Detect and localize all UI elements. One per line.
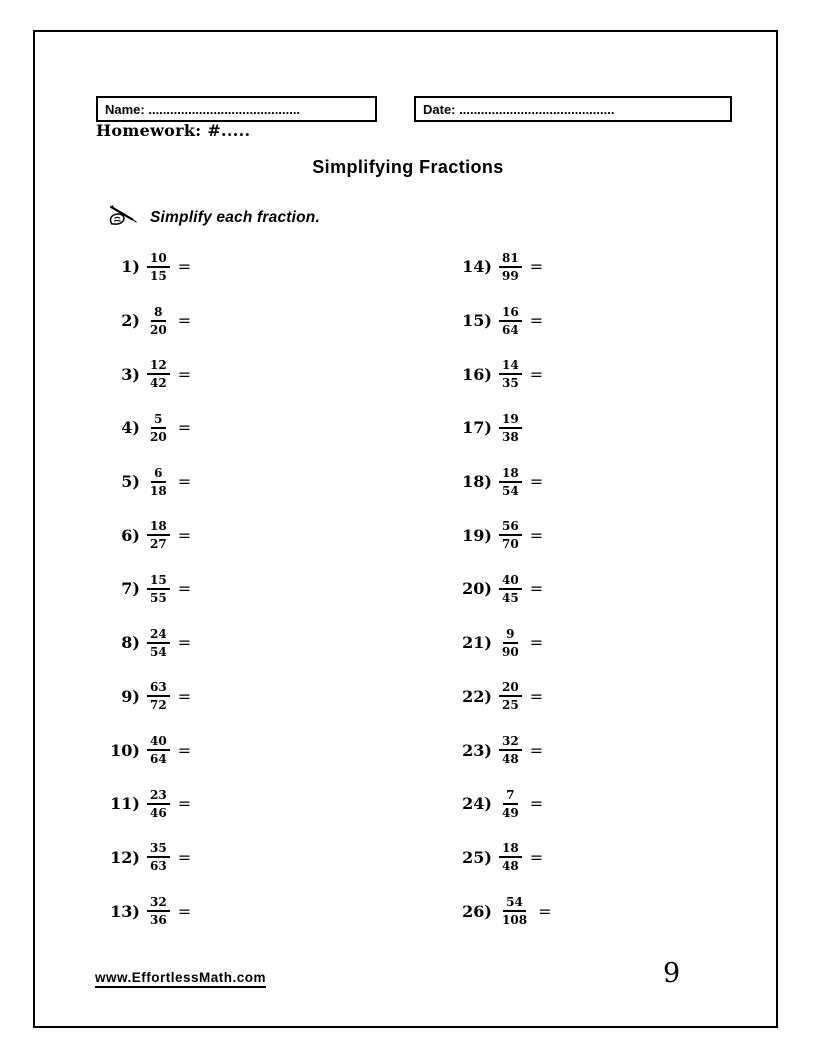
problem-row [96,616,192,670]
equals-sign: = [177,364,192,384]
problem-row [448,347,552,401]
fraction [499,896,530,926]
equals-sign: = [538,901,552,921]
problem-row [96,562,192,616]
fraction-denominator: 49 [502,805,519,820]
instruction-row [108,203,320,232]
equals-sign: = [177,525,192,545]
fraction [499,467,522,497]
problem-number: 3) [121,364,140,384]
problem-row [448,562,552,616]
fraction-denominator: 15 [150,268,167,283]
problem-number: 12) [110,847,140,867]
problem-row [448,455,552,509]
fraction-numerator: 7 [503,789,517,805]
problem-number: 1) [121,257,140,277]
problem-row [448,240,552,294]
fraction-denominator: 38 [502,429,519,444]
fraction [147,735,170,765]
fraction-denominator: 25 [502,698,519,713]
problem-row [96,884,192,938]
equals-sign: = [177,472,192,492]
fraction [499,681,522,711]
problem-number: 13) [110,901,140,921]
problem-number: 16) [462,364,492,384]
problem-number: 14) [462,257,492,277]
fraction [147,628,170,658]
fraction-numerator: 18 [499,842,522,858]
fraction [147,413,170,443]
fraction-denominator: 20 [150,322,167,337]
fraction-numerator: 19 [499,413,522,429]
problem-number: 19) [462,525,492,545]
fraction-numerator: 63 [147,681,170,697]
problem-number: 9) [121,686,140,706]
fraction-numerator: 16 [499,306,522,322]
problem-number: 21) [462,633,492,653]
fraction-numerator: 32 [499,735,522,751]
fraction-denominator: 63 [150,859,167,874]
problem-row [448,831,552,885]
fraction-numerator: 81 [499,252,522,268]
page-number: 9 [663,958,681,989]
equals-sign: = [529,364,544,384]
equals-sign: = [177,579,192,599]
problem-number: 11) [110,794,140,814]
problems-column-right [448,240,552,938]
equals-sign: = [529,472,544,492]
problem-number: 17) [462,418,492,438]
fraction-denominator: 48 [502,752,519,767]
fraction [499,413,522,443]
problem-row [96,831,192,885]
problem-number: 4) [121,418,140,438]
problem-number: 8) [121,633,140,653]
problem-row [96,294,192,348]
problems-column-left [96,240,192,938]
fraction-numerator: 24 [147,628,170,644]
problem-row [96,777,192,831]
date-field-label: Date: ........................................... [423,101,615,117]
equals-sign: = [177,794,192,814]
equals-sign: = [529,579,544,599]
problem-number: 18) [462,472,492,492]
equals-sign: = [177,901,192,921]
problem-row [448,294,552,348]
equals-sign: = [529,633,544,653]
fraction-numerator: 5 [151,413,165,429]
fraction-denominator: 48 [502,859,519,874]
fraction-numerator: 10 [147,252,170,268]
equals-sign: = [529,686,544,706]
fraction-numerator: 9 [503,628,517,644]
fraction-numerator: 40 [499,574,522,590]
problem-row [448,670,552,724]
problem-number: 7) [121,579,140,599]
fraction-denominator: 64 [150,752,167,767]
fraction-denominator: 20 [150,429,167,444]
problem-number: 10) [110,740,140,760]
fraction [147,574,170,604]
fraction-numerator: 12 [147,359,170,375]
fraction [147,681,170,711]
problem-row [448,723,552,777]
equals-sign: = [529,311,544,331]
equals-sign: = [529,794,544,814]
website-link[interactable]: www.EffortlessMath.com [95,970,266,988]
name-field-label: Name: .......................................... [105,101,301,117]
problem-row [96,240,192,294]
instruction-text: Simplify each fraction. [150,208,320,226]
homework-label: Homework: #..... [96,121,251,140]
fraction-denominator: 46 [150,805,167,820]
problem-row [448,884,552,938]
fraction [147,252,170,282]
problem-row [448,616,552,670]
fraction-denominator: 45 [502,590,519,605]
equals-sign: = [529,525,544,545]
equals-sign: = [177,633,192,653]
problem-number: 15) [462,311,492,331]
fraction [147,896,170,926]
fraction-denominator: 54 [150,644,167,659]
fraction [147,359,170,389]
fraction-denominator: 42 [150,376,167,391]
fraction-denominator: 54 [502,483,519,498]
fraction [147,467,170,497]
problem-number: 6) [121,525,140,545]
problem-row [96,455,192,509]
equals-sign: = [177,418,192,438]
fraction [147,520,170,550]
fraction-numerator: 15 [147,574,170,590]
page-title: Simplifying Fractions [312,157,504,177]
fraction-numerator: 32 [147,896,170,912]
fraction-denominator: 27 [150,537,167,552]
equals-sign: = [177,847,192,867]
fraction-numerator: 40 [147,735,170,751]
fraction-numerator: 56 [499,520,522,536]
problem-number: 24) [462,794,492,814]
fraction [499,628,522,658]
equals-sign: = [529,847,544,867]
equals-sign: = [529,257,544,277]
fraction-numerator: 14 [499,359,522,375]
fraction-numerator: 18 [147,520,170,536]
fraction-denominator: 55 [150,590,167,605]
problem-number: 22) [462,686,492,706]
fraction-denominator: 35 [502,376,519,391]
fraction [499,520,522,550]
problem-row [96,723,192,777]
equals-sign: = [177,686,192,706]
fraction [499,789,522,819]
fraction-numerator: 20 [499,681,522,697]
problem-number: 26) [462,901,492,921]
fraction [499,306,522,336]
date-field[interactable] [414,96,732,122]
equals-sign: = [177,257,192,277]
name-field[interactable] [96,96,377,122]
fraction-denominator: 64 [502,322,519,337]
fraction [499,252,522,282]
fraction-denominator: 18 [150,483,167,498]
problem-number: 2) [121,311,140,331]
fraction-denominator: 90 [502,644,519,659]
problem-row [448,777,552,831]
fraction [147,842,170,872]
fraction [499,574,522,604]
fraction [147,306,170,336]
fraction-denominator: 36 [150,913,167,928]
problem-row [96,508,192,562]
equals-sign: = [529,740,544,760]
fraction-denominator: 70 [502,537,519,552]
fraction-numerator: 6 [151,467,165,483]
equals-sign: = [177,311,192,331]
fraction [499,359,522,389]
problem-number: 20) [462,579,492,599]
fraction-numerator: 54 [503,896,526,912]
problem-number: 5) [121,472,140,492]
problem-row [448,508,552,562]
equals-sign: = [177,740,192,760]
problem-row [96,347,192,401]
problem-number: 23) [462,740,492,760]
fraction-numerator: 23 [147,789,170,805]
fraction-denominator: 108 [502,913,528,928]
problem-row [96,670,192,724]
fraction-denominator: 99 [502,268,519,283]
fraction-numerator: 35 [147,842,170,858]
fraction-numerator: 8 [151,306,165,322]
problem-row [448,401,552,455]
problem-row [96,401,192,455]
fraction [499,842,522,872]
writing-hand-icon [108,203,138,232]
problem-number: 25) [462,847,492,867]
fraction-denominator: 72 [150,698,167,713]
fraction [147,789,170,819]
fraction [499,735,522,765]
fraction-numerator: 18 [499,467,522,483]
